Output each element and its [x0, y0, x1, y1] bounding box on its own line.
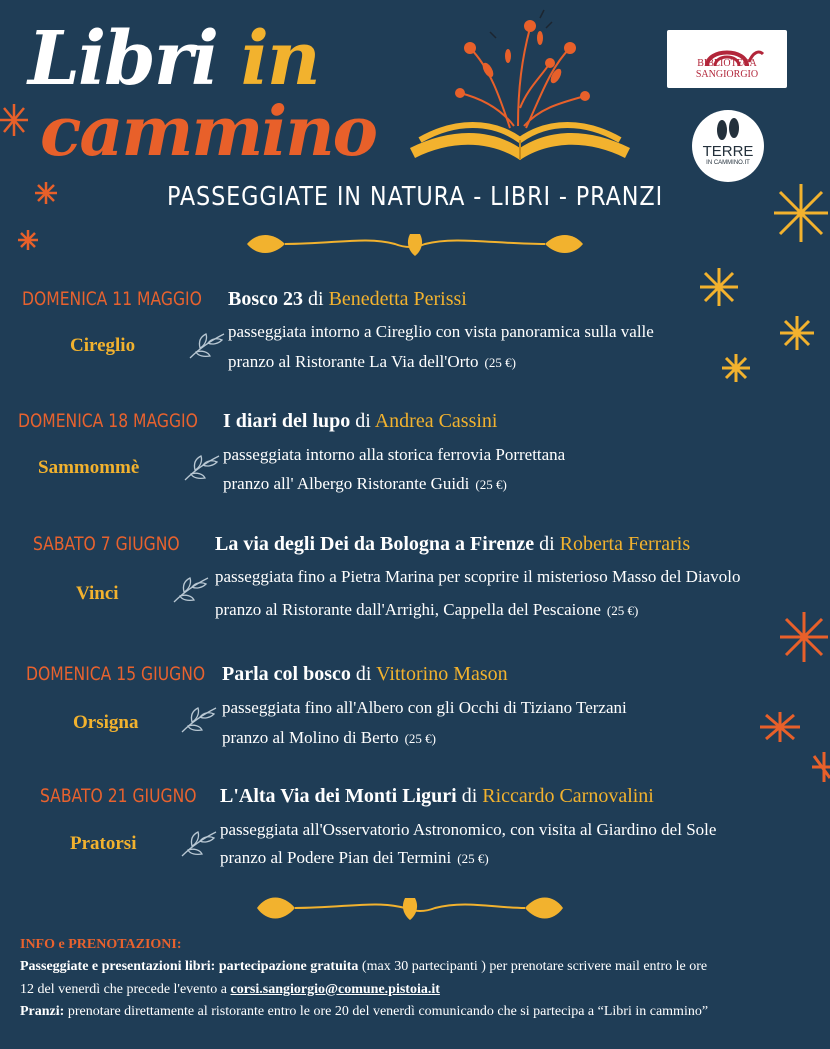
book-by: di [308, 288, 324, 310]
book-title: L'Alta Via dei Monti Liguri [220, 785, 457, 807]
event-place: Vinci [76, 583, 119, 604]
info-section [20, 934, 820, 1024]
info-free-label: partecipazione gratuita [218, 959, 359, 975]
leaf-icon [180, 704, 218, 734]
book-by: di [539, 533, 555, 555]
event-place: Cireglio [70, 335, 136, 356]
book-by: di [355, 663, 372, 685]
sparkle-icon [780, 316, 814, 350]
event-date: DOMENICA 15 GIUGNO [26, 663, 206, 685]
event-lunch [223, 474, 507, 494]
sparkle-icon [772, 182, 830, 244]
info-line-3 [20, 1001, 820, 1023]
title-word-libri: Libri [28, 16, 217, 102]
event-date: DOMENICA 18 MAGGIO [18, 410, 198, 432]
event-date: DOMENICA 11 MAGGIO [22, 288, 202, 310]
event-lunch [228, 352, 516, 372]
event-date: SABATO 21 GIUGNO [40, 785, 197, 807]
book-by: di [355, 410, 371, 432]
lunch-price: (25 €) [404, 731, 436, 746]
lunch-text: pranzo al Podere Pian dei Termini [220, 848, 452, 867]
event-walk: passeggiata fino a Pietra Marina per scoprire il misterioso Masso del Diavolo [215, 567, 741, 586]
event-book [220, 785, 654, 808]
book-title: Parla col bosco [222, 663, 351, 685]
event-date: SABATO 7 GIUGNO [33, 533, 180, 555]
event-lunch [215, 600, 638, 620]
event-book [228, 288, 467, 311]
book-flowers-icon [400, 8, 640, 168]
info-line-1 [20, 956, 820, 978]
terre-logo-sub: IN CAMMINO.IT [706, 160, 750, 166]
leaf-icon [183, 452, 221, 482]
lunch-text: pranzo al Ristorante dall'Arrighi, Cappella del Pescaione [215, 600, 601, 619]
lunch-text: pranzo al Molino di Berto [222, 728, 399, 747]
leaf-icon [172, 574, 210, 604]
leaf-icon [180, 828, 218, 858]
info-line-1-rest: (max 30 partecipanti ) per prenotare scrivere mail entro le ore [361, 959, 708, 975]
event-walk: passeggiata all'Osservatorio Astronomico, con visita al Giardino del Sole [220, 820, 717, 839]
email-link[interactable]: corsi.sangiorgio@comune.pistoia.it [230, 981, 440, 997]
sparkle-icon [35, 182, 57, 204]
event-walk: passeggiata intorno a Cireglio con vista panoramica sulla valle [228, 322, 654, 341]
lunch-price: (25 €) [606, 603, 639, 618]
book-title: La via degli Dei da Bologna a Firenze [215, 533, 535, 555]
event-place: Orsigna [73, 712, 139, 733]
event-book [223, 410, 498, 433]
event-walk: passeggiata intorno alla storica ferrovia Porrettana [223, 445, 566, 464]
title-top [28, 16, 319, 102]
terre-in-cammino-logo [692, 110, 764, 182]
terre-logo-main: TERRE [702, 143, 754, 160]
sparkle-icon [812, 752, 830, 782]
flourish-divider-icon [255, 890, 565, 926]
event-place: Sammommè [38, 457, 140, 478]
event-lunch [222, 728, 436, 748]
leaf-icon [188, 330, 226, 360]
title-word-in: in [240, 16, 319, 102]
book-title: I diari del lupo [223, 410, 351, 432]
event-walk: passeggiata fino all'Albero con gli Occhi di Tiziano Terzani [222, 698, 627, 717]
sparkle-icon [722, 354, 750, 382]
info-line-2 [20, 979, 820, 1001]
subtitle: PASSEGGIATE IN NATURA - LIBRI - PRANZI [166, 182, 664, 212]
biblioteca-logo-text: BIBLIOTECA SANGIORGIO [695, 58, 759, 80]
event-book [215, 533, 690, 556]
lunch-text: pranzo al Ristorante La Via dell'Orto [228, 352, 479, 371]
lunch-price: (25 €) [484, 355, 516, 370]
event-lunch [220, 848, 489, 868]
book-author: Roberta Ferraris [559, 533, 691, 555]
biblioteca-sangiorgio-logo [667, 30, 787, 88]
sparkle-icon [0, 100, 30, 140]
book-by: di [461, 785, 478, 807]
event-book [222, 663, 508, 686]
book-author: Vittorino Mason [376, 663, 508, 685]
lunch-price: (25 €) [475, 477, 507, 492]
event-place: Pratorsi [70, 833, 137, 854]
info-walks-label: Passeggiate e presentazioni libri: [20, 959, 216, 975]
sparkle-icon [18, 230, 38, 250]
sparkle-icon [780, 612, 828, 662]
book-title: Bosco 23 [228, 288, 303, 310]
footprint-icon [692, 112, 764, 146]
book-author: Riccardo Carnovalini [482, 785, 654, 807]
info-lunch-label: Pranzi: [20, 1004, 65, 1020]
info-heading: INFO e PRENOTAZIONI: [20, 937, 182, 952]
lunch-text: pranzo all' Albergo Ristorante Guidi [223, 474, 470, 493]
title-word-cammino: cammino [40, 92, 376, 172]
info-line-2-text: 12 del venerdì che precede l'evento a [20, 981, 227, 997]
book-author: Andrea Cassini [374, 410, 498, 432]
sparkle-icon [700, 268, 738, 306]
info-line-3-rest: prenotare direttamente al ristorante entro le ore 20 del venerdì comunicando che si partecipa a “Libri in cammino” [67, 1004, 709, 1020]
lunch-price: (25 €) [457, 851, 489, 866]
book-author: Benedetta Perissi [328, 288, 467, 310]
sparkle-icon [760, 712, 800, 742]
flourish-divider-icon [245, 226, 585, 262]
